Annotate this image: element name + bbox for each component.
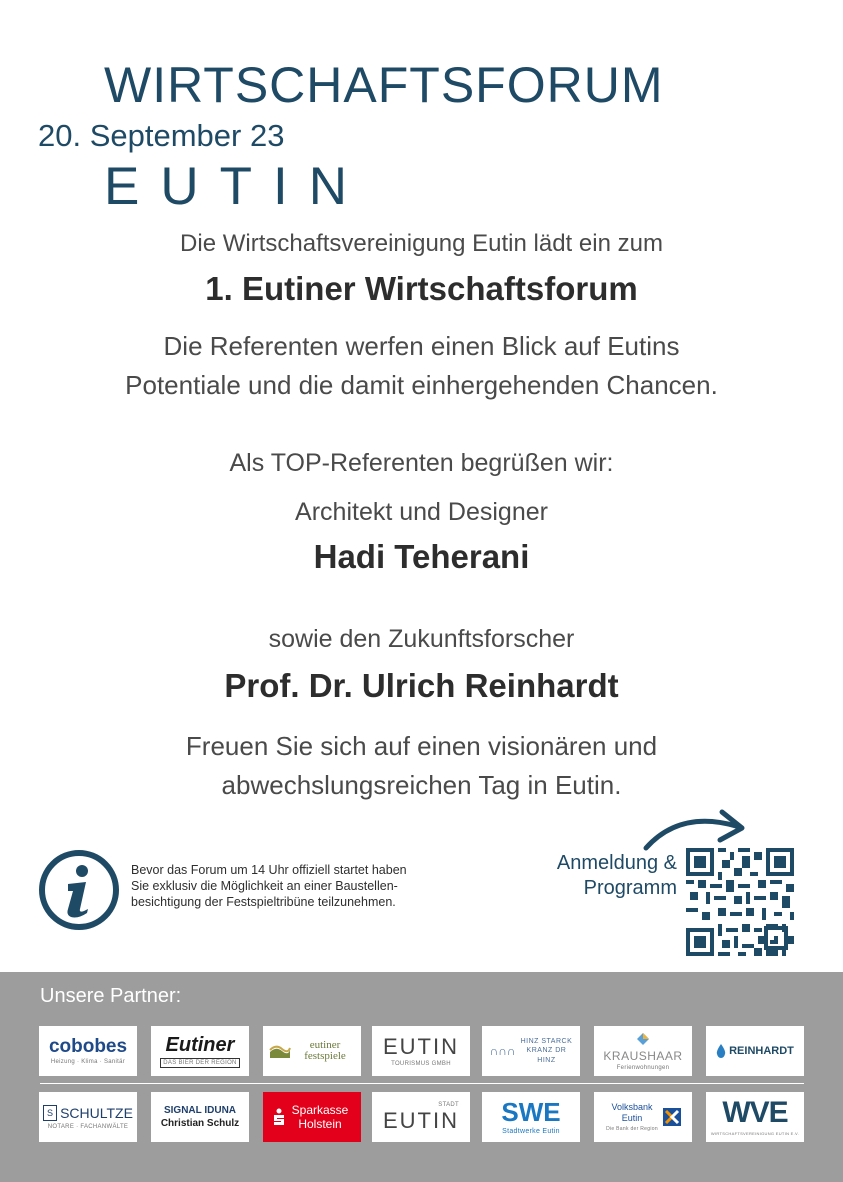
closing-line: abwechslungsreichen Tag in Eutin.: [221, 770, 622, 800]
logo-name: EUTIN: [383, 1033, 459, 1059]
partner-logo-eutiner[interactable]: [151, 1026, 249, 1076]
speaker-role: Architekt und Designer: [295, 498, 548, 526]
partner-logo-hinz-starck[interactable]: [482, 1026, 580, 1076]
speakers-intro: Als TOP-Referenten begrüßen wir:: [229, 449, 614, 477]
info-line: Bevor das Forum um 14 Uhr offiziell startet haben: [131, 863, 407, 877]
logo-name: REINHARDT: [729, 1044, 794, 1057]
kraushaar-diamond-icon: [636, 1033, 650, 1045]
logo-sub: TOURISMUS GMBH: [391, 1060, 451, 1067]
partner-logo-stadt-eutin[interactable]: [372, 1092, 470, 1142]
logo-name: Volksbank Eutin: [611, 1101, 653, 1123]
logo-name: KRAUSHAAR: [603, 1048, 683, 1063]
event-date: 20. September 23: [38, 118, 285, 153]
partners-title: Unsere Partner:: [40, 985, 182, 1007]
partner-logo-schultze[interactable]: [39, 1092, 137, 1142]
partner-logo-swe[interactable]: [482, 1092, 580, 1142]
event-name: 1. Eutiner Wirtschaftsforum: [205, 270, 638, 307]
logo-sub: Christian Schulz: [160, 1117, 240, 1129]
sparkasse-s-icon: [273, 1108, 285, 1126]
registration-label: [505, 851, 677, 901]
logo-sub: Heizung · Klima · Sanitär: [50, 1059, 126, 1065]
schultze-mark-icon: S: [43, 1105, 57, 1121]
logo-name: SIGNAL IDUNA: [163, 1104, 237, 1116]
logo-sub: DAS BIER DER REGION: [160, 1058, 239, 1068]
logo-sub: WIRTSCHAFTSVEREINIGUNG EUTIN E.V.: [710, 1131, 800, 1136]
intro-text: Die Wirtschaftsvereinigung Eutin lädt ein zum: [180, 230, 663, 257]
info-line: Sie exklusiv die Möglichkeit an einer Baustellen-: [131, 879, 398, 893]
partner-logo-festspiele[interactable]: [263, 1026, 361, 1076]
partner-logo-cobobes[interactable]: [39, 1026, 137, 1076]
partner-logo-wve[interactable]: [706, 1092, 804, 1142]
closing-line: Freuen Sie sich auf einen visionären und: [185, 731, 658, 761]
logo-sub: STADT: [438, 1102, 459, 1108]
logo-name: eutiner festspiele: [304, 1039, 346, 1062]
logo-name: Sparkasse Holstein: [291, 1102, 349, 1131]
registration-label-line: Programm: [583, 877, 677, 899]
logo-name: WVE: [722, 1096, 788, 1129]
speaker-name: Hadi Teherani: [313, 538, 530, 575]
qr-code[interactable]: [686, 848, 794, 956]
logo-sub: Stadtwerke Eutin: [502, 1128, 560, 1135]
partner-logo-reinhardt[interactable]: [706, 1026, 804, 1076]
logo-name: Eutiner: [165, 1033, 235, 1056]
festspiele-wave-icon: [269, 1042, 291, 1060]
logo-name: SWE: [501, 1097, 561, 1127]
hinz-mark-icon: ∩∩∩: [489, 1044, 516, 1058]
page-title: WIRTSCHAFTSFORUM: [104, 57, 664, 113]
logo-name: SCHULTZE: [60, 1104, 133, 1121]
speaker-name: Prof. Dr. Ulrich Reinhardt: [224, 667, 619, 704]
partner-logo-sparkasse[interactable]: [263, 1092, 361, 1142]
info-line: besichtigung der Festspieltribüne teilzunehmen.: [131, 895, 396, 909]
registration-label-line: Anmeldung &: [556, 852, 677, 874]
speaker-role: sowie den Zukunftsforscher: [268, 625, 575, 653]
partner-logo-volksbank[interactable]: [594, 1092, 692, 1142]
logo-name: cobobes: [48, 1036, 128, 1057]
logo-name: HINZ STARCK KRANZ DR HINZ: [520, 1038, 573, 1064]
logo-sub: NOTARE · FACHANWÄLTE: [47, 1123, 129, 1130]
partner-divider: [40, 1083, 804, 1084]
logo-sub: Ferienwohnungen: [616, 1064, 670, 1071]
volksbank-x-icon: [663, 1108, 681, 1126]
description-line: Die Referenten werfen einen Blick auf Eutins: [163, 331, 680, 361]
logo-sub: Die Bank der Region: [606, 1126, 658, 1133]
description-line: Potentiale und die damit einhergehenden Chancen.: [125, 370, 718, 400]
event-city: EUTIN: [104, 157, 368, 216]
drop-icon: [716, 1044, 726, 1058]
partner-logo-signal-iduna[interactable]: [151, 1092, 249, 1142]
logo-name: EUTIN: [383, 1108, 459, 1133]
partner-logo-eutin-tourismus[interactable]: [372, 1026, 470, 1076]
info-text: [131, 862, 491, 910]
partner-logo-kraushaar[interactable]: [594, 1026, 692, 1076]
info-icon: [38, 849, 120, 931]
